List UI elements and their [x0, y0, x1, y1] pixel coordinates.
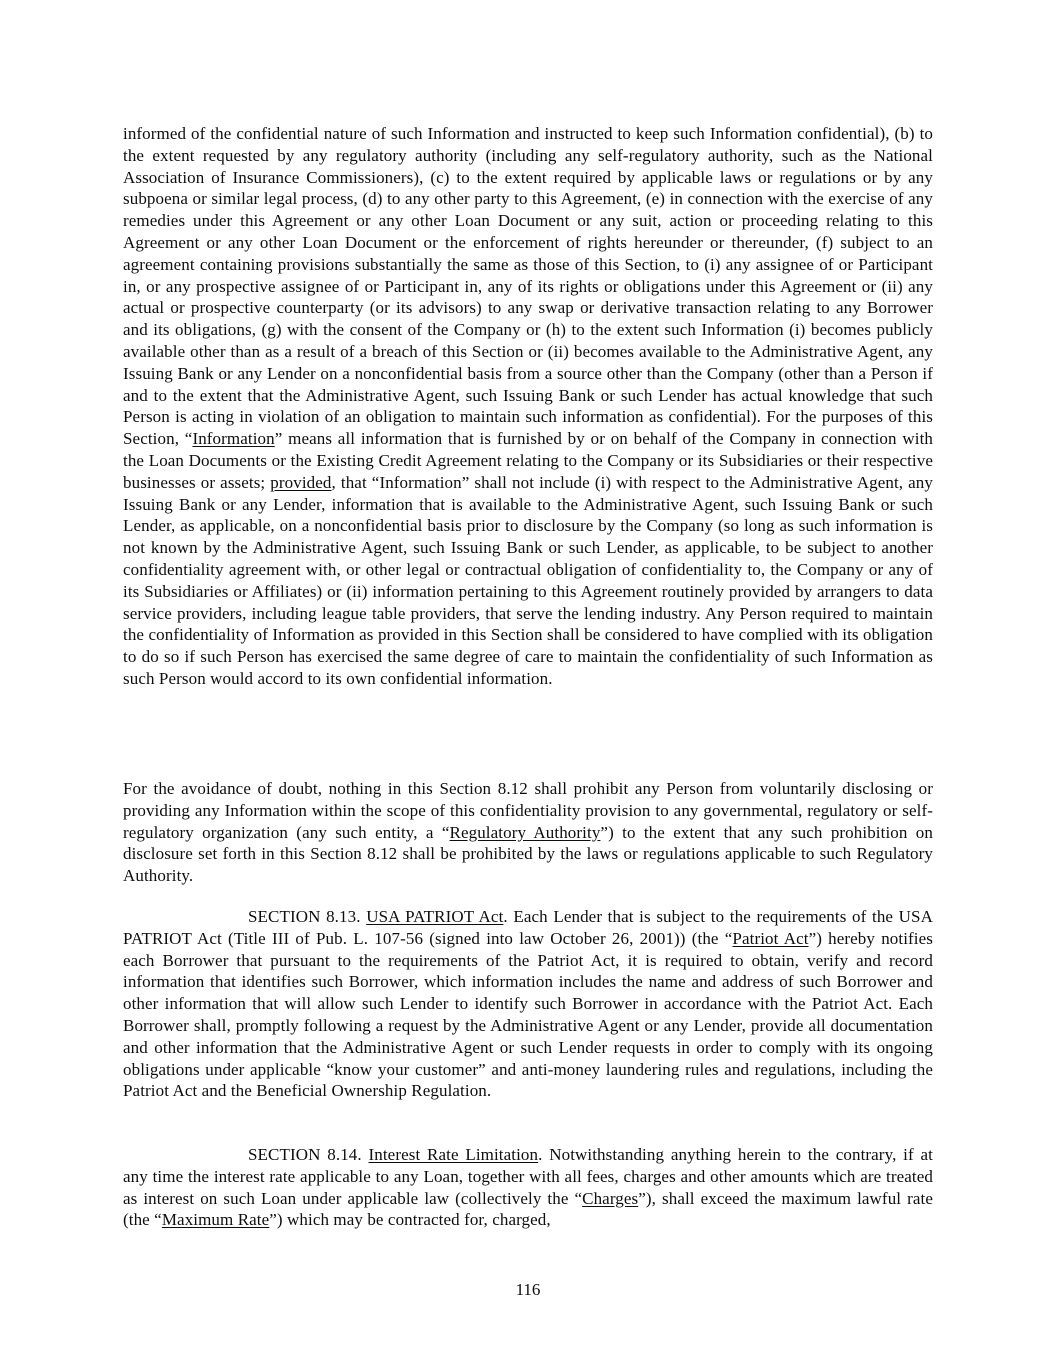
- paragraph-section-8-14: [123, 1144, 933, 1231]
- term-maximum-rate: Maximum Rate: [161, 1210, 270, 1230]
- section-8-13-label: SECTION 8.13.: [248, 907, 367, 926]
- term-patriot-act: Patriot Act: [732, 928, 809, 948]
- text-run: ”) hereby notifies each Borrower that pursuant to the requirements of the Patriot Act, it is required to obtain, verify and record information that identifies such Borrower, which information includes the name and address of such Borrower and other information that will allow such Lender to identify such Borrower in accordance with the Patriot Act. Each Borrower shall, promptly following a request by the Administrative Agent or any Lender, provide all documentation and other information that the Administrative Agent or such Lender requests in order to comply with its ongoing obligations under applicable “know your customer” and anti-money laundering rules and regulations, including the Patriot Act and the Beneficial Ownership Regulation.: [123, 928, 933, 1101]
- term-interest-rate-limitation: Interest Rate Limitation: [368, 1145, 539, 1164]
- text-run: ”), shall exceed the maximum lawful rate (the “: [123, 1188, 933, 1230]
- paragraph-avoidance-of-doubt: [123, 778, 933, 887]
- term-charges: Charges: [582, 1188, 639, 1208]
- text-run: , that “Information” shall not include (i) with respect to the Administrative Agent, any Issuing Bank or any Lender, information that is available to the Administrative Agent, such Issuing Bank or such Lender, as applicable, on a nonconfidential basis prior to disclosure by the Company (so long as such information is not known by the Administrative Agent, such Issuing Bank or such Lender, as applicable, to be subject to another confidentiality agreement with, or other legal or contractual obligation of confidentiality to, the Company or any of its Subsidiaries or Affiliates) or (ii) information pertaining to this Agreement routinely provided by arrangers to data service providers, including league table providers, that serve the lending industry. Any Person required to maintain the confidentiality of Information as provided in this Section shall be considered to have complied with its obligation to do so if such Person has exercised the same degree of care to maintain the confidentiality of such Information as such Person would accord to its own confidential information.: [123, 472, 933, 688]
- text-run: . Each Lender that is subject to the requirements of the USA PATRIOT Act (Title III of Pub. L. 107-56 (signed into law October 26, 2001)) (the “: [123, 907, 933, 948]
- page-number: 116: [515, 1280, 541, 1299]
- term-usa-patriot-act: USA PATRIOT Act: [366, 907, 504, 926]
- term-information: Information: [192, 429, 275, 449]
- text-run: ” means all information that is furnished by or on behalf of the Company in connection with the Loan Documents or the Existing Credit Agreement relating to the Company or its Subsidiaries or their respective businesses or assets;: [123, 429, 933, 492]
- paragraph-confidentiality-continuation: [123, 123, 933, 690]
- paragraph-section-8-13: [123, 906, 933, 1102]
- term-provided: provided: [270, 472, 332, 492]
- section-8-14-label: SECTION 8.14.: [248, 1145, 369, 1164]
- document-body: [123, 0, 933, 1365]
- text-run: . Notwithstanding anything herein to the contrary, if at any time the interest rate applicable to any Loan, together with all fees, charges and other amounts which are treated as interest on such Loan under applicable law (collectively the “: [123, 1145, 933, 1208]
- term-regulatory-authority: Regulatory Authority: [449, 822, 601, 842]
- text-run: informed of the confidential nature of such Information and instructed to keep such Information confidential), (b) to the extent requested by any regulatory authority (including any self-regulatory authority, such as the National Association of Insurance Commissioners), (c) to the extent required by applicable laws or regulations or by any subpoena or similar legal process, (d) to any other party to this Agreement, (e) in connection with the exercise of any remedies under this Agreement or any other Loan Document or any suit, action or proceeding relating to this Agreement or any other Loan Document or the enforcement of rights hereunder or thereunder, (f) subject to an agreement containing provisions substantially the same as those of this Section, to (i) any assignee of or Participant in, or any prospective assignee of or Participant in, any of its rights or obligations under this Agreement or (ii) any actual or prospective counterparty (or its advisors) to any swap or derivative transaction relating to any Borrower and its obligations, (g) with the consent of the Company or (h) to the extent such Information (i) becomes publicly available other than as a result of a breach of this Section or (ii) becomes available to the Administrative Agent, any Issuing Bank or any Lender on a nonconfidential basis from a source other than the Company (other than a Person if and to the extent that the Administrative Agent, such Issuing Bank or such Lender has actual knowledge that such Person is acting in violation of an obligation to maintain such information as confidential). For the purposes of this Section, “: [123, 124, 933, 449]
- text-run: ”) which may be contracted for, charged,: [269, 1210, 551, 1230]
- text-run: ”) to the extent that any such prohibition on disclosure set forth in this Section 8.12 shall be prohibited by the laws or regulations applicable to such Regulatory Authority.: [123, 822, 933, 886]
- text-run: For the avoidance of doubt, nothing in this Section 8.12 shall prohibit any Person from voluntarily disclosing or providing any Information within the scope of this confidentiality provision to any governmental, regulatory or self-regulatory organization (any such entity, a “: [123, 779, 933, 842]
